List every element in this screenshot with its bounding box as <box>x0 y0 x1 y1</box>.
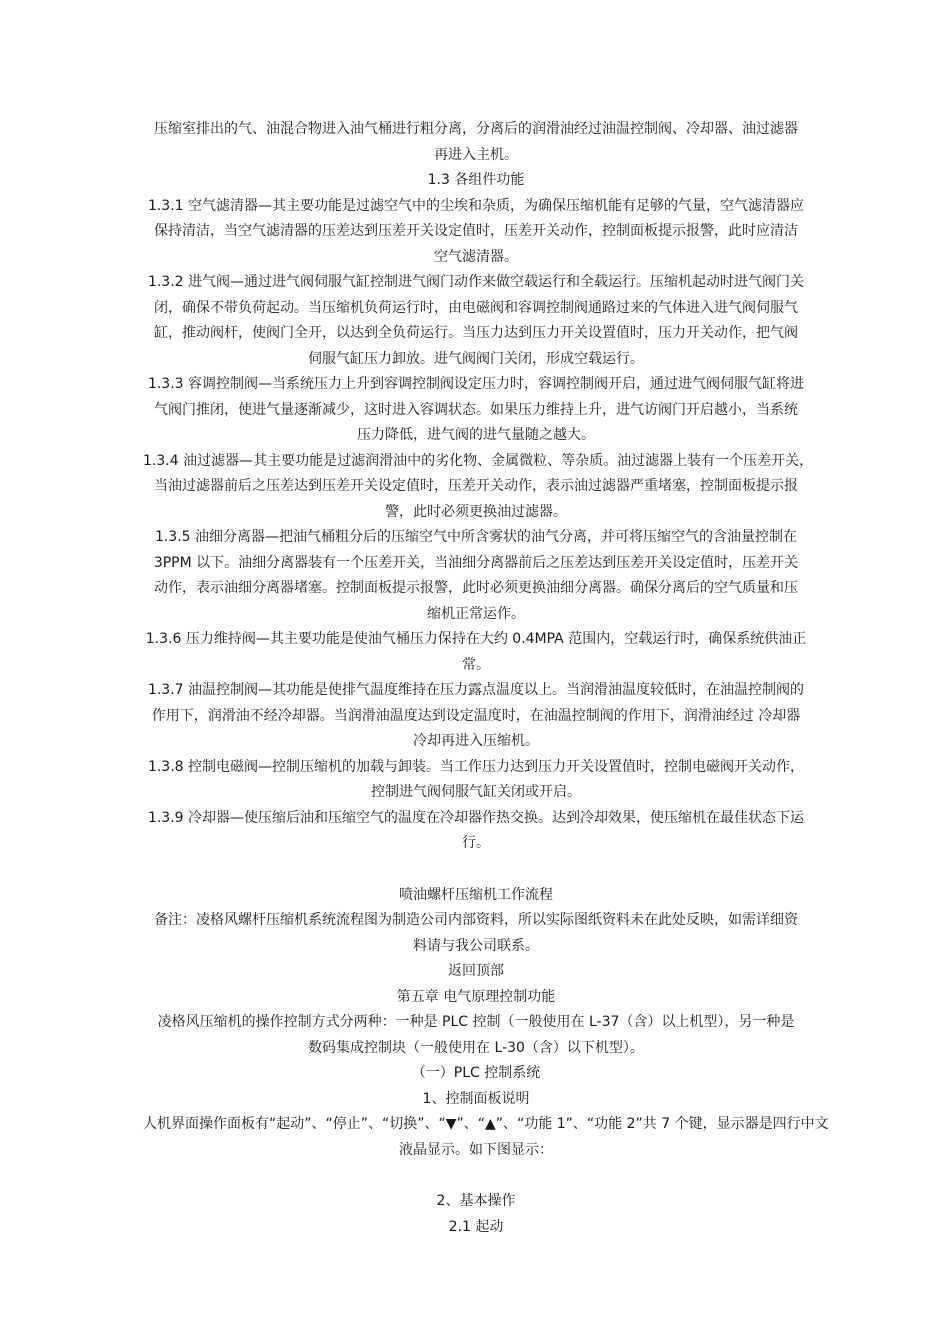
text-line: 1.3.1 空气滤清器—其主要功能是过滤空气中的尘埃和杂质，为确保压缩机能有足够的气量，空气滤清器应 <box>147 197 805 214</box>
text-line: 2.1 起动 <box>448 1218 504 1235</box>
text-line: 作用下，润滑油不经冷却器。当润滑油温度达到设定温度时，在油温控制阀的作用下，润滑油经过 冷却器 <box>151 707 801 724</box>
paragraph-capacity-control-valve <box>143 372 809 449</box>
blank-line <box>143 1163 809 1189</box>
text-line: 返回顶部 <box>448 963 504 979</box>
text-line: 1.3.4 油过滤器—其主要功能是过滤润滑油中的劣化物、金属微粒、等杂质。油过滤器上装有一个压差开关， <box>143 452 814 469</box>
text-line: 1、控制面板说明 <box>422 1090 530 1107</box>
paragraph-oil-temperature-valve <box>143 678 809 755</box>
text-line: 人机界面操作面板有“起动”、“停止”、“切换”、“▼”、“▲”、“功能 1”、“功能 2”共 7 个键，显示器是四行中文 <box>143 1116 829 1132</box>
text-line: 行。 <box>462 835 490 851</box>
paragraph-oil-separator <box>143 525 809 627</box>
paragraph-flow-summary <box>143 117 809 168</box>
paragraph-air-filter <box>143 194 809 271</box>
text-line: 第五章 电气原理控制功能 <box>396 988 556 1005</box>
text-line: 空气滤清器。 <box>434 248 518 265</box>
basic-operation-title <box>143 1189 809 1215</box>
workflow-title <box>143 883 809 909</box>
text-line: 闭，确保不带负荷起动。当压缩机负荷运行时，由电磁阀和容调控制阀通路过来的气体进入进气阀伺服气 <box>154 299 798 316</box>
remark-paragraph <box>143 908 809 959</box>
text-line: 数码集成控制块（一般使用在 L-30（含）以下机型）。 <box>308 1039 644 1056</box>
text-line: 1.3 各组件功能 <box>427 172 525 188</box>
text-line: 再进入主机。 <box>434 146 518 163</box>
text-line: 保持清洁，当空气滤清器的压差达到压差开关设定值时，压差开关动作，控制面板提示报警，此时应清洁 <box>154 223 798 239</box>
plc-section-title <box>143 1061 809 1087</box>
paragraph-pressure-maintaining-valve <box>143 627 809 678</box>
text-line: 伺服气缸压力卸放。进气阀阀门关闭，形成空载运行。 <box>308 350 644 367</box>
control-modes-paragraph <box>143 1010 809 1061</box>
paragraph-intake-valve <box>143 270 809 372</box>
paragraph-cooler <box>143 806 809 857</box>
text-line: 凌格风压缩机的操作控制方式分两种：一种是 PLC 控制（一般使用在 L-37（含）以上机型），另一种是 <box>157 1014 795 1030</box>
text-line: 缩机正常运作。 <box>427 605 525 622</box>
text-line: 压力降低，进气阀的进气量随之越大。 <box>357 427 595 443</box>
text-line: 缸，推动阀杆，使阀门全开，以达到全负荷运行。当压力达到压力开关设置值时，压力开关动作，把气阀 <box>154 325 798 341</box>
document-body <box>143 117 829 1240</box>
chapter-title <box>143 985 809 1011</box>
text-line: 1.3.9 冷却器—使压缩后油和压缩空气的温度在冷却器作热交换。达到冷却效果，使压缩机在最佳状态下运 <box>147 809 805 826</box>
text-line: 1.3.2 进气阀—通过进气阀伺服气缸控制进气阀门动作来做空载运行和全载运行。压缩机起动时进气阀门关 <box>147 274 805 290</box>
text-line: 备注：凌格风螺杆压缩机系统流程图为制造公司内部资料，所以实际图纸资料未在此处反映，如需详细资 <box>154 912 798 928</box>
text-line: 常。 <box>462 656 490 673</box>
text-line: 控制进气阀伺服气缸关闭或开启。 <box>371 784 581 800</box>
paragraph-solenoid-valve <box>143 755 809 806</box>
text-line: 1.3.3 容调控制阀—当系统压力上升到容调控制阀设定压力时，容调控制阀开启，通过进气阀伺服气缸将进 <box>147 376 805 392</box>
text-line: 1.3.7 油温控制阀—其功能是使排气温度维持在压力露点温度以上。当润滑油温度较低时，在油温控制阀的 <box>147 682 805 698</box>
paragraph-oil-filter <box>143 449 814 526</box>
text-line: 液晶显示。如下图显示： <box>399 1141 553 1158</box>
text-line: 警，此时必须更换油过滤器。 <box>385 503 567 520</box>
text-line: 动作，表示油细分离器堵塞。控制面板提示报警，此时必须更换油细分离器。确保分离后的空气质量和压 <box>154 580 798 596</box>
text-line: 1.3.6 压力维持阀—其主要功能是使油气桶压力保持在大约 0.4MPA 范围内，空载运行时，确保系统供油正 <box>145 631 807 647</box>
text-line: 2、基本操作 <box>436 1193 516 1209</box>
back-to-top <box>143 959 809 985</box>
text-line: 1.3.8 控制电磁阀—控制压缩机的加载与卸装。当工作压力达到压力开关设置值时，控制电磁阀开关动作， <box>147 758 805 775</box>
text-line: 气阀门推闭，使进气量逐渐减少，这时进入容调状态。如果压力维持上升，进气访阀门开启越小，当系统 <box>154 401 798 418</box>
text-line: 冷却再进入压缩机。 <box>413 733 539 749</box>
text-line: 料请与我公司联系。 <box>413 937 539 954</box>
text-line: （一）PLC 控制系统 <box>411 1065 541 1081</box>
panel-description-title <box>143 1087 809 1113</box>
text-line: 喷油螺杆压缩机工作流程 <box>399 886 553 903</box>
section-heading-1-3 <box>143 168 809 194</box>
start-subsection-title <box>143 1215 809 1241</box>
text-line: 压缩室排出的气、油混合物进入油气桶进行粗分离，分离后的润滑油经过油温控制阀、冷却器、油过滤器 <box>154 121 798 137</box>
blank-line <box>143 857 809 883</box>
text-line: 当油过滤器前后之压差达到压差开关设定值时，压差开关动作，表示油过滤器严重堵塞，控制面板提示报 <box>154 478 798 494</box>
text-line: 3PPM 以下。油细分离器装有一个压差开关，当油细分离器前后之压差达到压差开关设定值时，压差开关 <box>153 554 799 571</box>
panel-description-paragraph <box>143 1112 829 1163</box>
text-line: 1.3.5 油细分离器—把油气桶粗分后的压缩空气中所含雾状的油气分离，并可将压缩空气的含油量控制在 <box>154 529 798 545</box>
